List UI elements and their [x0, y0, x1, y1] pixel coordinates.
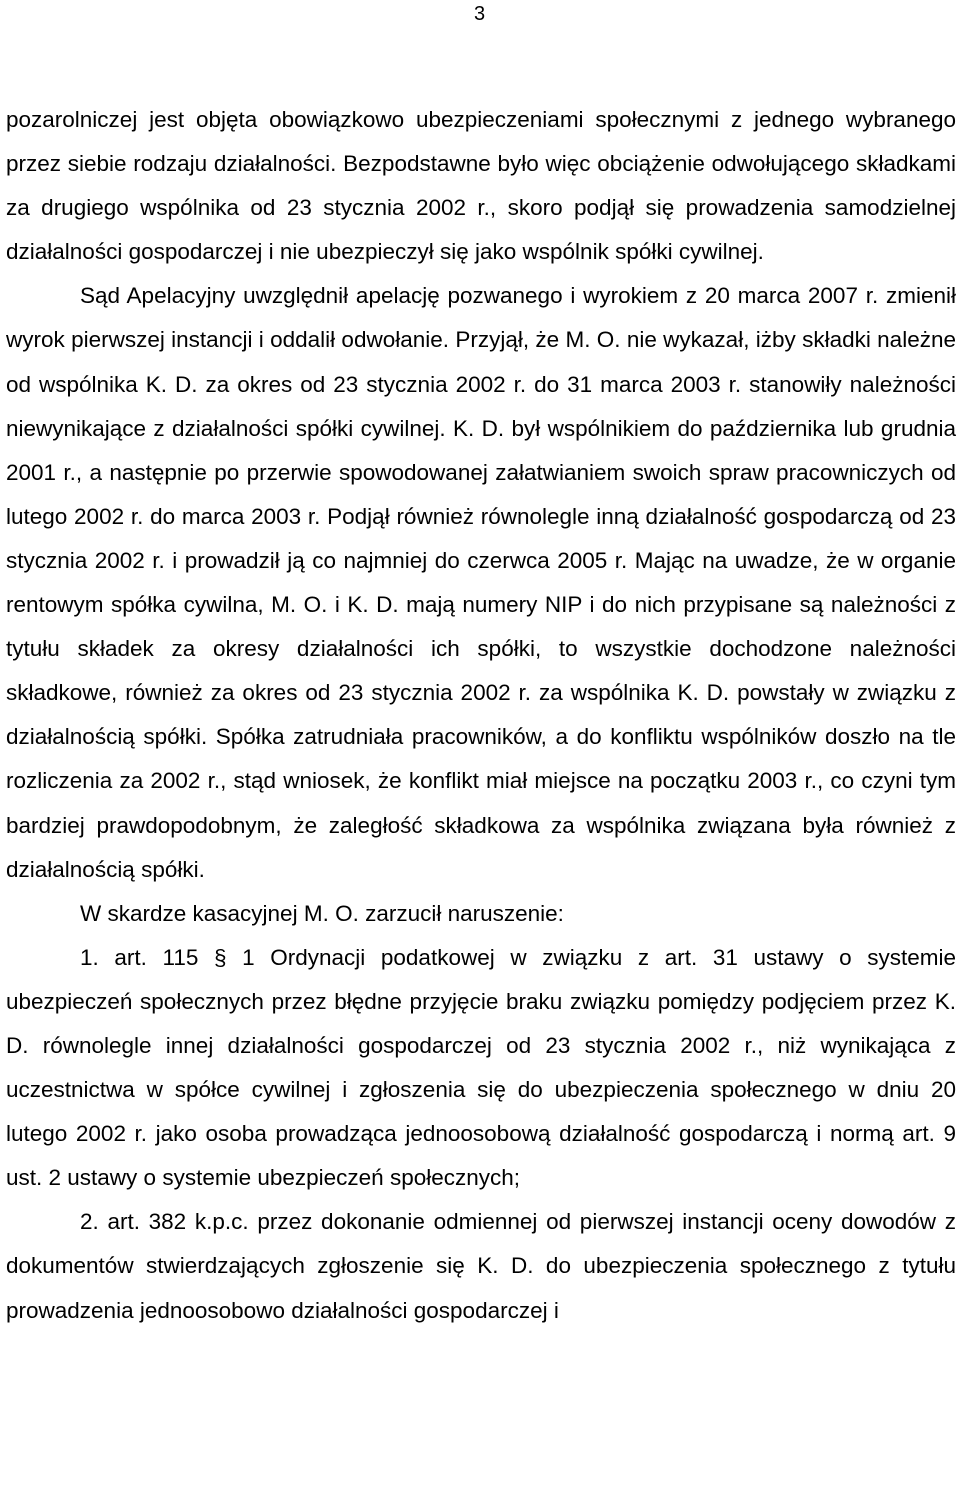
paragraph-appeal-court-ruling: Sąd Apelacyjny uwzględnił apelację pozwanego i wyrokiem z 20 marca 2007 r. zmienił wyrok pierwszej instancji i oddalił odwołanie. Przyjął, że M. O. nie wykazał, iżby składki należne od wspólnika K. D. za okres od 23 stycznia 2002 r. do 31 marca 2003 r. stanowiły należności niewynikające z działalności spółki cywilnej. K. D. był wspólnikiem do października lub grudnia 2001 r., a następnie po przerwie spowodowanej załatwianiem swoich spraw pracowniczych od lutego 2002 r. do marca 2003 r. Podjął również równolegle inną działalność gospodarczą od 23 stycznia 2002 r. i prowadził ją co najmniej do czerwca 2005 r. Mając na uwadze, że w organie rentowym spółka cywilna, M. O. i K. D. mają numery NIP i do nich przypisane są należności z tytułu składek za okresy działalności ich spółki, to wszystkie dochodzone należności składkowe, również za okres od 23 stycznia 2002 r. za wspólnika K. D. powstały w związku z działalnością spółki. Spółka zatrudniała pracowników, a do konfliktu wspólników doszło na tle rozliczenia za 2002 r., stąd wniosek, że konflikt miał miejsce na początku 2003 r., co czyni tym bardziej prawdopodobnym, że zaległość składkowa za wspólnika związana była również z działalnością spółki. [6, 283, 956, 882]
document-body [6, 98, 956, 1333]
list-item-charge-2: 2. art. 382 k.p.c. przez dokonanie odmiennej od pierwszej instancji oceny dowodów z dokumentów stwierdzających zgłoszenie się K. D. do ubezpieczenia społecznego z tytułu prowadzenia jednoosobowo działalności gospodarczej i [6, 1209, 956, 1323]
paragraph-continuation: pozarolniczej jest objęta obowiązkowo ubezpieczeniami społecznymi z jednego wybranego przez siebie rodzaju działalności. Bezpodstawne było więc obciążenie odwołującego składkami za drugiego wspólnika od 23 stycznia 2002 r., skoro podjął się prowadzenia samodzielnej działalności gospodarczej i nie ubezpieczył się jako wspólnik spółki cywilnej. [6, 107, 956, 265]
list-item-charge-1: 1. art. 115 § 1 Ordynacji podatkowej w związku z art. 31 ustawy o systemie ubezpieczeń społecznych przez błędne przyjęcie braku związku pomiędzy podjęciem przez K. D. równolegle innej działalności gospodarczej od 23 stycznia 2002 r., niż wynikająca z uczestnictwa w spółce cywilnej i zgłoszenia się do ubezpieczenia społecznego w dniu 20 lutego 2002 r. jako osoba prowadząca jednoosobową działalność gospodarczą i normą art. 9 ust. 2 ustawy o systemie ubezpieczeń społecznych; [6, 944, 956, 1191]
page-number: 3 [474, 3, 486, 25]
paragraph-cassation-intro: W skardze kasacyjnej M. O. zarzucił naruszenie: [80, 900, 564, 926]
